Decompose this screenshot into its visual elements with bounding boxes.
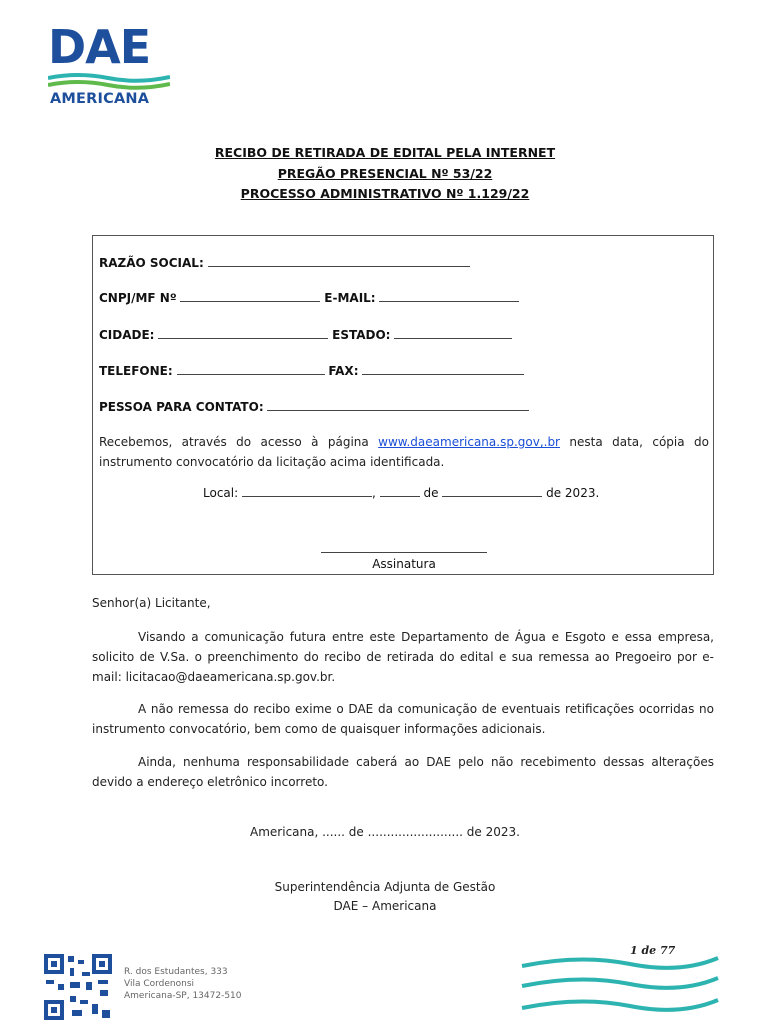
dae-website-link[interactable]: www.daeamericana.sp.gov,.br [378, 435, 560, 449]
estado-label: ESTADO: [332, 328, 391, 342]
receipt-post: nesta data, cópia do instrumento convocatório da licitação acima identificada. [99, 435, 709, 469]
email-field[interactable] [379, 300, 519, 302]
razao-social-row [99, 256, 470, 270]
cnpj-field[interactable] [180, 300, 320, 302]
cidade-field[interactable] [158, 337, 328, 339]
cidade-row [99, 328, 512, 342]
razao-social-label: RAZÃO SOCIAL: [99, 256, 204, 270]
pregao-title: PREGÃO PRESENCIAL Nº 53/22 [277, 166, 493, 181]
address-city: Americana-SP, 13472-510 [124, 991, 242, 1001]
processo-title: PROCESSO ADMINISTRATIVO Nº 1.129/22 [240, 186, 530, 201]
day-field[interactable] [380, 495, 420, 497]
telefone-field[interactable] [177, 373, 325, 375]
paragraph-1: Visando a comunicação futura entre este Departamento de Água e Esgoto e essa empresa, solicito de V.Sa. o preenchimento do recibo de retirada do edital e sua remessa ao Pregoeiro por e-mail: licitacao@daeamericana.sp.gov.br. [92, 630, 714, 684]
logo-wordmark: DAE [48, 20, 151, 74]
document-title: RECIBO DE RETIRADA DE EDITAL PELA INTERNET [214, 145, 556, 160]
local-field[interactable] [242, 495, 372, 497]
footer-address [124, 966, 242, 1002]
fax-field[interactable] [362, 373, 524, 375]
address-district: Vila Cordenonsi [124, 979, 195, 989]
footer-waves-icon [520, 950, 720, 1018]
local-row: Local: , de de 2023. [203, 486, 600, 500]
email-label: E-MAIL: [324, 291, 376, 305]
receipt-form [92, 235, 714, 575]
address-street: R. dos Estudantes, 333 [124, 967, 228, 977]
page-number: 1 de 77 [630, 944, 676, 957]
contato-field[interactable] [267, 409, 529, 411]
month-field[interactable] [442, 495, 542, 497]
telefone-label: TELEFONE: [99, 364, 173, 378]
fax-label: FAX: [328, 364, 359, 378]
signature-label: Assinatura [372, 557, 436, 571]
local-year: de 2023. [546, 486, 600, 500]
dae-logo [48, 20, 170, 108]
receipt-statement [99, 432, 709, 472]
local-de: de [423, 486, 439, 500]
signatory-title: Superintendência Adjunta de Gestão [274, 880, 496, 894]
logo-waves-icon [48, 72, 170, 92]
signatory-org: DAE – Americana [333, 899, 437, 913]
signature-line[interactable] [321, 552, 487, 553]
contato-row [99, 400, 529, 414]
qr-code-icon [42, 952, 114, 1022]
paragraph-2: A não remessa do recibo exime o DAE da comunicação de eventuais retificações ocorridas no instrumento convocatório, bem como de quaisquer informações adicionais. [92, 702, 714, 736]
local-label: Local: [203, 486, 239, 500]
salutation: Senhor(a) Licitante, [92, 596, 211, 610]
razao-social-field[interactable] [208, 265, 470, 267]
telefone-row [99, 364, 524, 378]
cidade-label: CIDADE: [99, 328, 155, 342]
cnpj-row [99, 291, 519, 305]
cnpj-label: CNPJ/MF Nº [99, 291, 177, 305]
logo-subtitle: AMERICANA [50, 91, 150, 107]
contato-label: PESSOA PARA CONTATO: [99, 400, 264, 414]
date-line: Americana, ...... de ......................... de 2023. [250, 825, 520, 839]
paragraph-3: Ainda, nenhuma responsabilidade caberá ao DAE pelo não recebimento dessas alterações devido a endereço eletrônico incorreto. [92, 755, 714, 789]
estado-field[interactable] [394, 337, 512, 339]
receipt-pre: Recebemos, através do acesso à página [99, 435, 369, 449]
